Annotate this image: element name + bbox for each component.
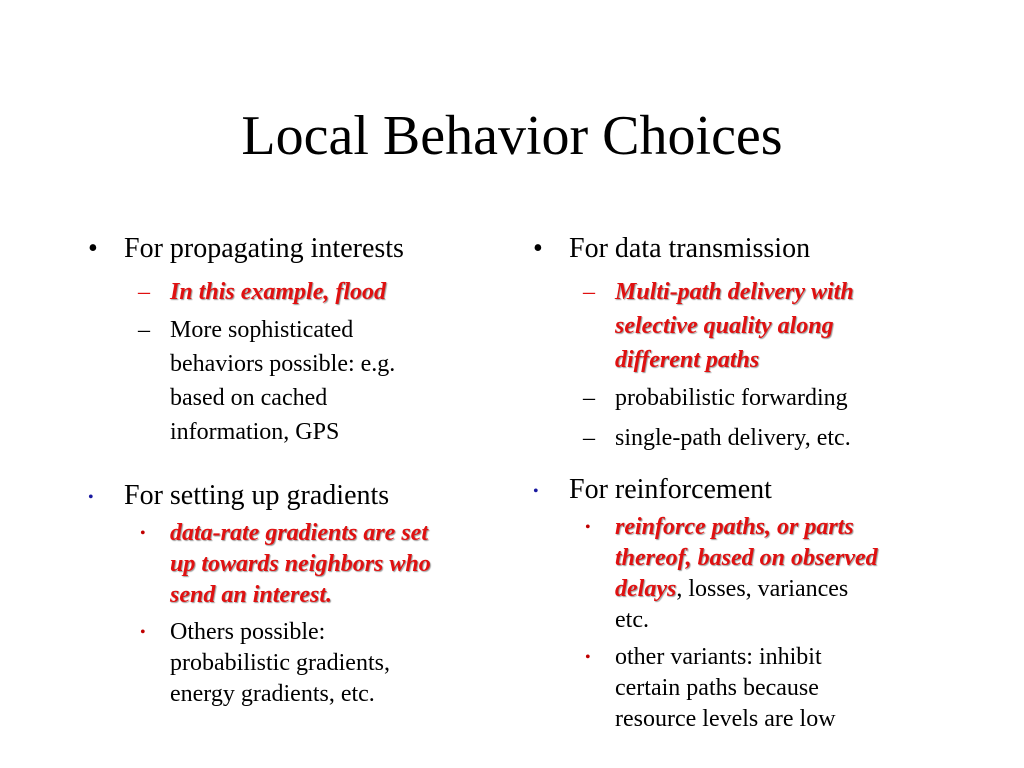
highlight-text: In this example, flood (170, 279, 387, 305)
bullet-icon: • (585, 519, 591, 536)
line: thereof, based on observed (615, 545, 878, 571)
bullet-icon: • (88, 233, 98, 264)
line: information, GPS (170, 419, 340, 445)
line: other variants: inhibit (615, 644, 822, 670)
bullet-icon: • (140, 525, 146, 542)
dash-icon: – (583, 385, 595, 411)
line: More sophisticated (170, 317, 354, 343)
line: energy gradients, etc. (170, 681, 375, 707)
sub-item-flood (82, 275, 502, 309)
line: delays (615, 576, 677, 602)
line: certain paths because (615, 675, 819, 701)
sub-item-others (82, 617, 502, 710)
section-heading: For data transmission (569, 233, 811, 264)
line: single-path delivery, etc. (615, 425, 851, 451)
left-column (82, 229, 502, 710)
dash-icon: – (138, 279, 150, 305)
line: data-rate gradients are set (170, 520, 428, 546)
sub-item-data-rate (82, 518, 502, 611)
line-tail: , losses, variances (676, 576, 849, 602)
sub-item-reinforce-paths (527, 512, 937, 636)
sub-item-single-path (527, 421, 937, 455)
list-item-data-transmission (527, 229, 937, 269)
line: based on cached (170, 385, 328, 411)
list-item-gradients (82, 476, 502, 516)
sub-item-probabilistic (527, 381, 937, 415)
dash-icon: – (583, 425, 595, 451)
bullet-icon: • (533, 483, 539, 500)
line: Multi-path delivery with (615, 279, 854, 305)
page-title: Local Behavior Choices (241, 105, 783, 167)
right-column (527, 229, 937, 735)
line: up towards neighbors who (170, 551, 431, 577)
sub-item-other-variants (527, 642, 937, 735)
dash-icon: – (138, 317, 150, 343)
bullet-icon: • (140, 624, 146, 641)
line: probabilistic gradients, (170, 650, 390, 676)
section-heading: For setting up gradients (124, 480, 390, 511)
line: Others possible: (170, 619, 326, 645)
bullet-icon: • (585, 649, 591, 666)
bullet-icon: • (533, 233, 543, 264)
list-item-reinforcement (527, 470, 937, 510)
line: reinforce paths, or parts (615, 514, 854, 540)
list-item-propagating-interests (82, 229, 502, 269)
dash-icon: – (583, 279, 595, 305)
line: send an interest. (170, 582, 333, 608)
line: behaviors possible: e.g. (170, 351, 396, 377)
bullet-icon: • (88, 489, 94, 506)
line: different paths (615, 347, 760, 373)
line: resource levels are low (615, 706, 836, 732)
section-heading: For reinforcement (569, 474, 772, 505)
line: etc. (615, 607, 649, 633)
sub-item-sophisticated (82, 313, 502, 449)
section-heading: For propagating interests (124, 233, 404, 264)
line: selective quality along (615, 313, 834, 339)
sub-item-multipath (527, 275, 937, 377)
line: probabilistic forwarding (615, 385, 848, 411)
